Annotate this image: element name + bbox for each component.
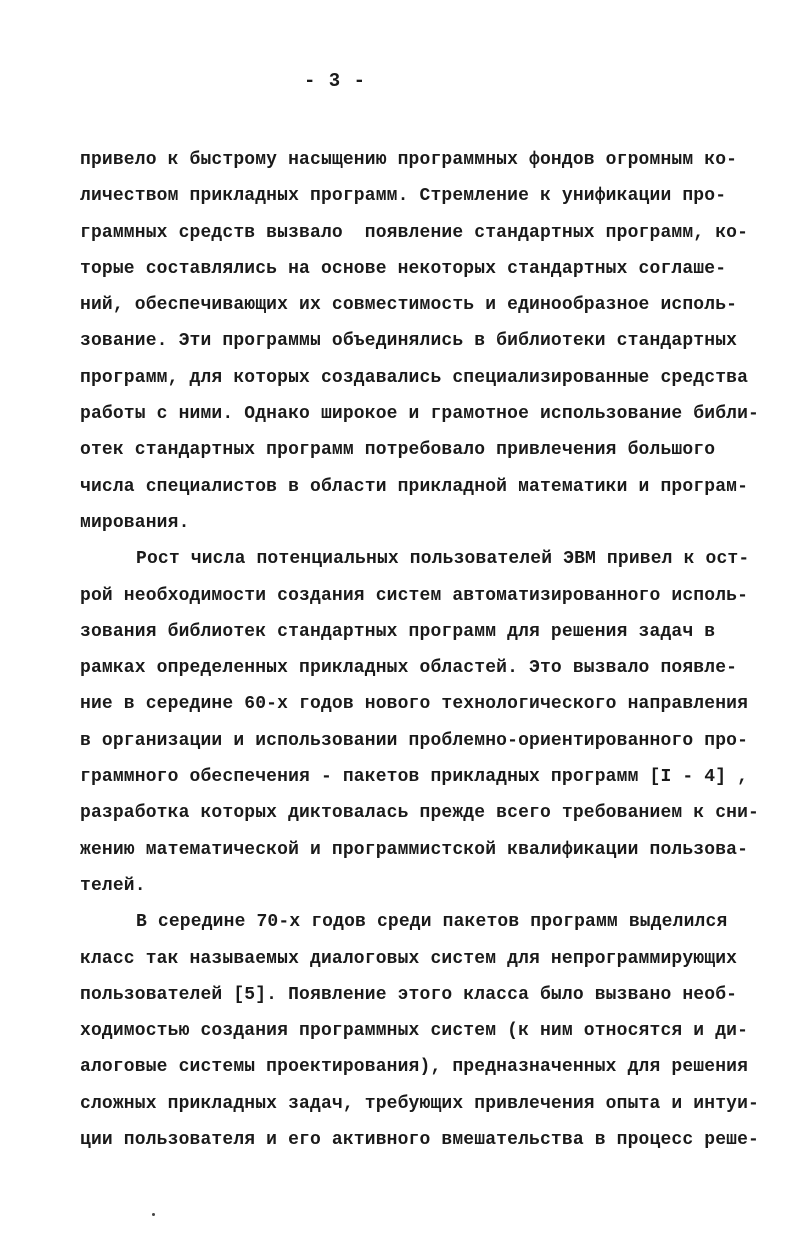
text-line: ние в середине 60-х годов нового технологического направления bbox=[80, 694, 749, 715]
paragraph-1 bbox=[80, 148, 770, 547]
paragraph-3 bbox=[80, 910, 770, 1164]
text-line: торые составлялись на основе некоторых стандартных соглаше- bbox=[80, 258, 727, 279]
text-line: в организации и использовании проблемно-ориентированного про- bbox=[80, 730, 749, 751]
text-line: граммного обеспечения - пакетов прикладных программ [I - 4] , bbox=[80, 767, 749, 788]
page-number: - 3 - bbox=[303, 70, 366, 92]
text-line: жению математической и программистской квалификации пользова- bbox=[80, 839, 749, 860]
text-line: граммных средств вызвало появление стандартных программ, ко- bbox=[80, 222, 749, 243]
text-line: личеством прикладных программ. Стремление к унификации про- bbox=[80, 186, 727, 207]
text-line: сложных прикладных задач, требующих привлечения опыта и интуи- bbox=[80, 1093, 760, 1114]
text-line: пользователей [5]. Появление этого класса было вызвано необ- bbox=[80, 984, 738, 1005]
text-line: зования библиотек стандартных программ для решения задач в bbox=[80, 621, 716, 642]
text-line: Рост числа потенциальных пользователей ЭВМ привел к ост- bbox=[136, 549, 750, 570]
text-line: класс так называемых диалоговых систем для непрограммирующих bbox=[80, 948, 738, 969]
text-line: зование. Эти программы объединялись в библиотеки стандартных bbox=[80, 331, 738, 352]
text-line: привело к быстрому насыщению программных фондов огромным ко- bbox=[80, 150, 738, 170]
body-text bbox=[80, 148, 770, 1164]
text-line: рой необходимости создания систем автоматизированного исполь- bbox=[80, 585, 749, 606]
text-line: программ, для которых создавались специализированные средства bbox=[80, 367, 749, 388]
text-line: алоговые системы проектирования), предназначенных для решения bbox=[80, 1057, 749, 1078]
paragraph-2 bbox=[80, 547, 770, 910]
text-line: числа специалистов в области прикладной математики и програм- bbox=[80, 476, 749, 497]
text-line: телей. bbox=[80, 875, 146, 896]
text-line: мирования. bbox=[80, 512, 190, 533]
text-line: работы с ними. Однако широкое и грамотное использование библи- bbox=[80, 404, 760, 425]
text-line: рамках определенных прикладных областей. Это вызвало появле- bbox=[80, 658, 738, 679]
text-line: отек стандартных программ потребовало привлечения большого bbox=[80, 440, 716, 461]
text-line: ции пользователя и его активного вмешательства в процесс реше- bbox=[80, 1130, 760, 1151]
scan-speck bbox=[152, 1213, 155, 1216]
text-line: разработка которых диктовалась прежде всего требованием к сни- bbox=[80, 803, 760, 824]
text-line: ний, обеспечивающих их совместимость и единообразное исполь- bbox=[80, 295, 738, 316]
text-line: В середине 70-х годов среди пакетов программ выделился bbox=[136, 912, 728, 933]
text-line: ходимостью создания программных систем (к ним относятся и ди- bbox=[80, 1021, 749, 1042]
